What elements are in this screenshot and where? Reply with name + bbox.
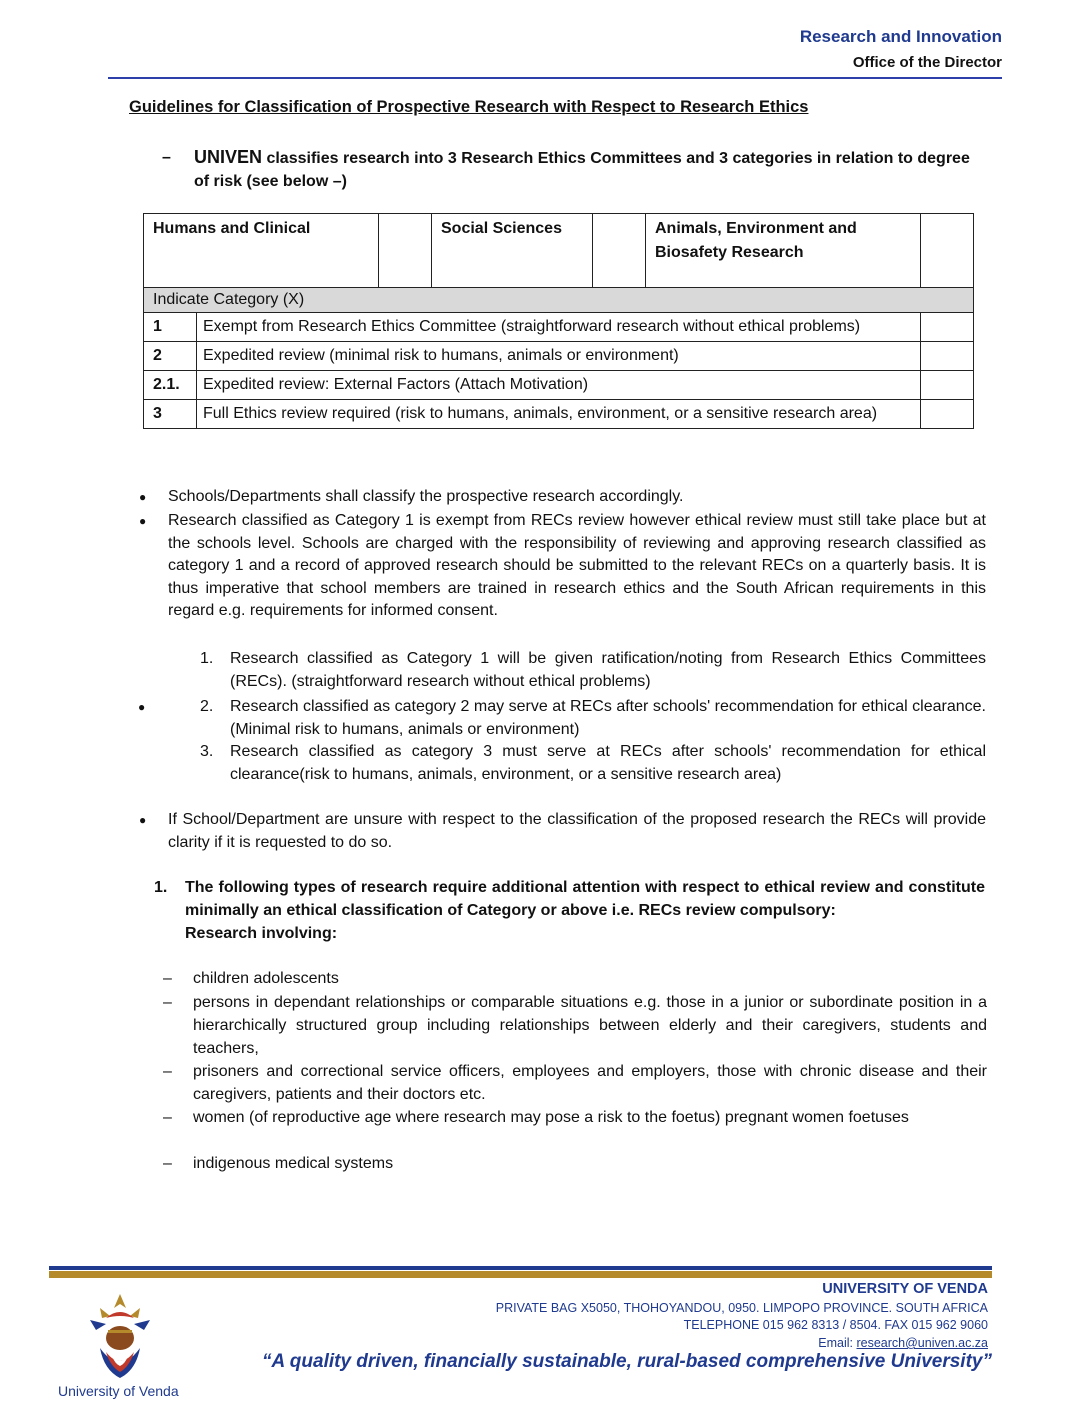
- list-item: [163, 991, 987, 1060]
- list-item-text: prisoners and correctional service officers, employees and employers, those with chronic disease and their caregivers, patients and their doctors etc.: [193, 1063, 987, 1103]
- bullet-text: Schools/Departments shall classify the prospective research accordingly.: [168, 488, 684, 505]
- dash-marker: –: [163, 1155, 172, 1172]
- committee-header-row: [144, 214, 974, 288]
- list-item: [163, 1152, 987, 1175]
- footer-rule-blue: [49, 1266, 992, 1270]
- header-rule: [108, 77, 1002, 79]
- item-text: Research classified as category 3 must serve at RECs after schools' recommendation for ethical clearance(risk to humans, animals, environment, or a sensitive research area): [230, 743, 986, 783]
- list-item-text: persons in dependant relationships or comparable situations e.g. those in a junior or subordinate position in a hierarchically structured group including relationships between elderly and their caregivers, students and teachers,: [193, 994, 987, 1057]
- intro-statement: [162, 146, 982, 193]
- category-checkbox[interactable]: [921, 313, 974, 342]
- category-checkbox[interactable]: [921, 342, 974, 371]
- dash-marker: –: [162, 149, 171, 166]
- bullet-text: If School/Department are unsure with respect to the classification of the proposed research the RECs will provide clarity if it is requested to do so.: [168, 811, 986, 851]
- list-item: [163, 967, 987, 990]
- list-item-text: indigenous medical systems: [193, 1155, 394, 1172]
- category-number: 2.1.: [144, 371, 197, 400]
- university-motto: “A quality driven, financially sustainable, rural-based comprehensive University”: [262, 1351, 992, 1372]
- dash-marker: –: [163, 970, 172, 987]
- dash-marker: –: [163, 1063, 172, 1080]
- logo-emblem: [90, 1294, 150, 1378]
- category-number: 2: [144, 342, 197, 371]
- table-row: [144, 342, 974, 371]
- category-checkbox[interactable]: [921, 400, 974, 429]
- university-logo: [70, 1286, 170, 1396]
- indicate-category-row: [144, 288, 974, 313]
- item-number: 1.: [200, 650, 214, 667]
- table-row: [144, 371, 974, 400]
- bullet-dot: ●: [139, 490, 147, 504]
- university-name: UNIVERSITY OF VENDA: [822, 1281, 988, 1297]
- category-number: 1: [144, 313, 197, 342]
- bullet-dot: ●: [139, 514, 147, 528]
- list-item: [163, 1060, 987, 1106]
- dash-marker: –: [163, 1109, 172, 1126]
- numbered-item: [200, 696, 986, 741]
- logo-caption: University of Venda: [58, 1383, 179, 1399]
- committee-animals-environment: Animals, Environment and Biosafety Research: [646, 214, 921, 288]
- committee-social-checkbox[interactable]: [593, 214, 646, 288]
- list-item-text: women (of reproductive age where research may pose a risk to the foetus) pregnant women foetuses: [193, 1109, 909, 1126]
- requirement-number: 1.: [154, 879, 168, 896]
- bullet-item: [139, 486, 986, 509]
- numbered-item: [200, 741, 986, 786]
- bullet-item: [139, 510, 986, 623]
- table-row: [144, 400, 974, 429]
- committee-social-sciences: Social Sciences: [432, 214, 593, 288]
- email-line: [818, 1336, 988, 1350]
- brand-name: UNIVEN: [194, 147, 263, 167]
- footer-rule-gold: [49, 1271, 992, 1278]
- item-number: 2.: [200, 698, 214, 715]
- list-item-text: children adolescents: [193, 970, 339, 987]
- list-item: [163, 1106, 987, 1129]
- category-description: Full Ethics review required (risk to humans, animals, environment, or a sensitive research area): [197, 400, 921, 429]
- committee-humans-clinical: Humans and Clinical: [144, 214, 379, 288]
- item-text: Research classified as Category 1 will be given ratification/noting from Research Ethics Committees (RECs). (straightforward research without ethical problems): [230, 650, 986, 690]
- indicate-category-label: Indicate Category (X): [144, 288, 974, 313]
- committee-humans-checkbox[interactable]: [379, 214, 432, 288]
- email-label: Email:: [818, 1336, 857, 1350]
- department-name: Research and Innovation: [799, 27, 1002, 46]
- category-description: Expedited review (minimal risk to humans, animals or environment): [197, 342, 921, 371]
- bullet-text: Research classified as Category 1 is exempt from RECs review however ethical review must still take place but at the schools level. Schools are charged with the responsibility of reviewing and approving research classified as category 1 and a record of approved research should be submitted to the relevant RECs on a quarterly basis. It is thus imperative that school members are trained in research ethics and the South African requirements in this regard e.g. requirements for informed consent.: [168, 512, 986, 619]
- postal-address: PRIVATE BAG X5050, THOHOYANDOU, 0950. LIMPOPO PROVINCE. SOUTH AFRICA: [495, 1301, 988, 1315]
- bullet-dot: ●: [138, 700, 146, 714]
- email-link[interactable]: research@univen.ac.za: [856, 1336, 988, 1350]
- intro-text: classifies research into 3 Research Ethics Committees and 3 categories in relation to degree of risk (see below –): [194, 150, 970, 190]
- category-description: Expedited review: External Factors (Attach Motivation): [197, 371, 921, 400]
- category-checkbox[interactable]: [921, 371, 974, 400]
- item-number: 3.: [200, 743, 214, 760]
- category-description: Exempt from Research Ethics Committee (straightforward research without ethical problems): [197, 313, 921, 342]
- committee-animals-checkbox[interactable]: [921, 214, 974, 288]
- requirement-text: The following types of research require additional attention with respect to ethical review and constitute minimally an ethical classification of Category or above i.e. RECs review compulsory:: [185, 879, 985, 919]
- table-row: [144, 313, 974, 342]
- requirement-section: [154, 876, 985, 945]
- office-name: Office of the Director: [852, 54, 1002, 71]
- classification-table: [143, 213, 974, 429]
- numbered-item: [200, 648, 986, 693]
- dash-marker: –: [163, 994, 172, 1011]
- bullet-item: [139, 809, 986, 854]
- telephone-fax: TELEPHONE 015 962 8313 / 8504. FAX 015 962 9060: [683, 1318, 988, 1332]
- category-number: 3: [144, 400, 197, 429]
- bullet-dot: ●: [139, 813, 147, 827]
- research-involving-heading: Research involving:: [185, 925, 338, 942]
- item-text: Research classified as category 2 may serve at RECs after schools' recommendation for ethical clearance. (Minimal risk to humans, animals or environment): [230, 698, 986, 738]
- document-title: Guidelines for Classification of Prospective Research with Respect to Research Ethics: [129, 98, 809, 116]
